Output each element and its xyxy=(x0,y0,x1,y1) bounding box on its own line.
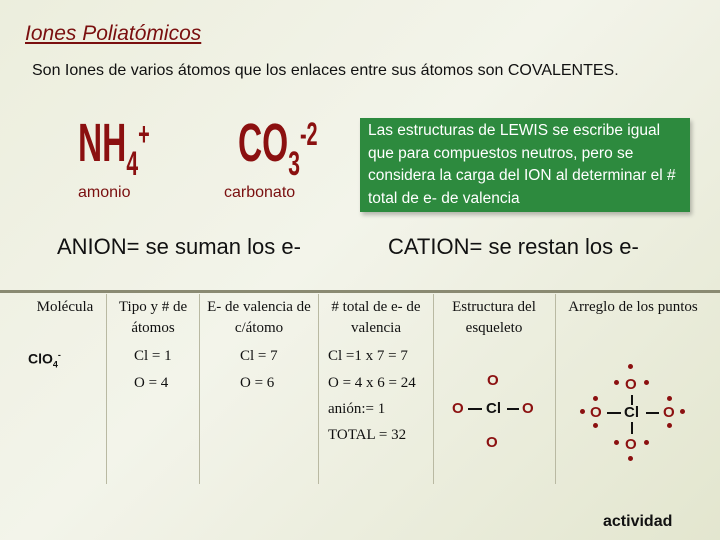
dots-bond xyxy=(631,422,633,434)
molecule-base: ClO xyxy=(28,350,53,367)
column-divider xyxy=(555,294,556,484)
column-divider xyxy=(318,294,319,484)
molecule-formula xyxy=(28,350,61,369)
valence-o: O = 6 xyxy=(240,375,275,391)
column-divider xyxy=(199,294,200,484)
electron-dot xyxy=(614,380,619,385)
skeleton-right-o: O xyxy=(522,400,534,417)
carbonate-symbol: CO xyxy=(238,113,289,173)
column-divider xyxy=(106,294,107,484)
electron-dot xyxy=(667,396,672,401)
page-title: Iones Poliatómicos xyxy=(25,22,202,45)
column-divider xyxy=(433,294,434,484)
total-cl: Cl =1 x 7 = 7 xyxy=(328,348,408,364)
electron-dot xyxy=(593,423,598,428)
skeleton-bottom-o: O xyxy=(486,434,498,451)
table-divider xyxy=(0,290,720,293)
total-sum: TOTAL = 32 xyxy=(328,427,407,443)
dots-bond xyxy=(646,412,659,414)
skeleton-bond xyxy=(468,408,482,410)
atoms-cl: Cl = 1 xyxy=(134,348,172,364)
electron-dot xyxy=(644,440,649,445)
total-o: O = 4 x 6 = 24 xyxy=(328,375,416,391)
page-subtitle: Son Iones de varios átomos que los enlaces entre sus átomos son COVALENTES. xyxy=(32,62,619,79)
skeleton-top-o: O xyxy=(487,372,499,389)
ammonium-name: amonio xyxy=(78,184,131,201)
molecule-subscript: 4 xyxy=(52,359,58,370)
lewis-note-box: Las estructuras de LEWIS se escribe igual que para compuestos neutros, pero se considera la carga del ION al determinar el # total de e- de valencia xyxy=(360,118,690,212)
electron-dot xyxy=(628,456,633,461)
carbonate-formula xyxy=(238,113,318,183)
header-skeleton: Estructura del esqueleto xyxy=(452,299,536,336)
header-molecule: Molécula xyxy=(36,299,94,315)
skeleton-bond xyxy=(507,408,519,410)
electron-dot xyxy=(667,423,672,428)
dots-top-o: O xyxy=(625,376,637,393)
electron-dot xyxy=(644,380,649,385)
atoms-o: O = 4 xyxy=(134,375,169,391)
lewis-dot-structure xyxy=(580,360,700,470)
activity-link[interactable]: actividad xyxy=(603,513,673,530)
dots-left-o: O xyxy=(590,404,602,421)
dots-bond xyxy=(607,412,621,414)
molecule-charge: - xyxy=(57,350,61,360)
ammonium-formula xyxy=(78,113,150,183)
dots-bottom-o: O xyxy=(625,436,637,453)
electron-dot xyxy=(580,409,585,414)
skeleton-center-cl: Cl xyxy=(486,400,501,417)
anion-rule: ANION= se suman los e- xyxy=(57,234,301,259)
total-anion: anión:= 1 xyxy=(328,401,386,417)
skeleton-left-o: O xyxy=(452,400,464,417)
electron-dot xyxy=(593,396,598,401)
electron-dot xyxy=(680,409,685,414)
cation-rule: CATION= se restan los e- xyxy=(388,234,639,259)
electron-dot xyxy=(628,364,633,369)
dots-center-cl: Cl xyxy=(624,404,639,421)
header-dots: Arreglo de los puntos xyxy=(568,299,698,315)
carbonate-subscript: 3 xyxy=(288,145,300,183)
header-atoms: Tipo y # de átomos xyxy=(118,299,188,336)
ammonium-subscript: 4 xyxy=(126,145,139,183)
carbonate-charge: -2 xyxy=(299,116,318,152)
header-total-valence: # total de e- de valencia xyxy=(331,299,421,336)
header-valence-each: E- de valencia de c/átomo xyxy=(207,299,311,336)
carbonate-name: carbonato xyxy=(224,184,296,201)
ammonium-symbol: NH xyxy=(78,113,127,173)
skeleton-structure xyxy=(440,360,552,460)
valence-cl: Cl = 7 xyxy=(240,348,278,364)
electron-dot xyxy=(614,440,619,445)
dots-right-o: O xyxy=(663,404,675,421)
ammonium-charge: + xyxy=(138,116,150,152)
